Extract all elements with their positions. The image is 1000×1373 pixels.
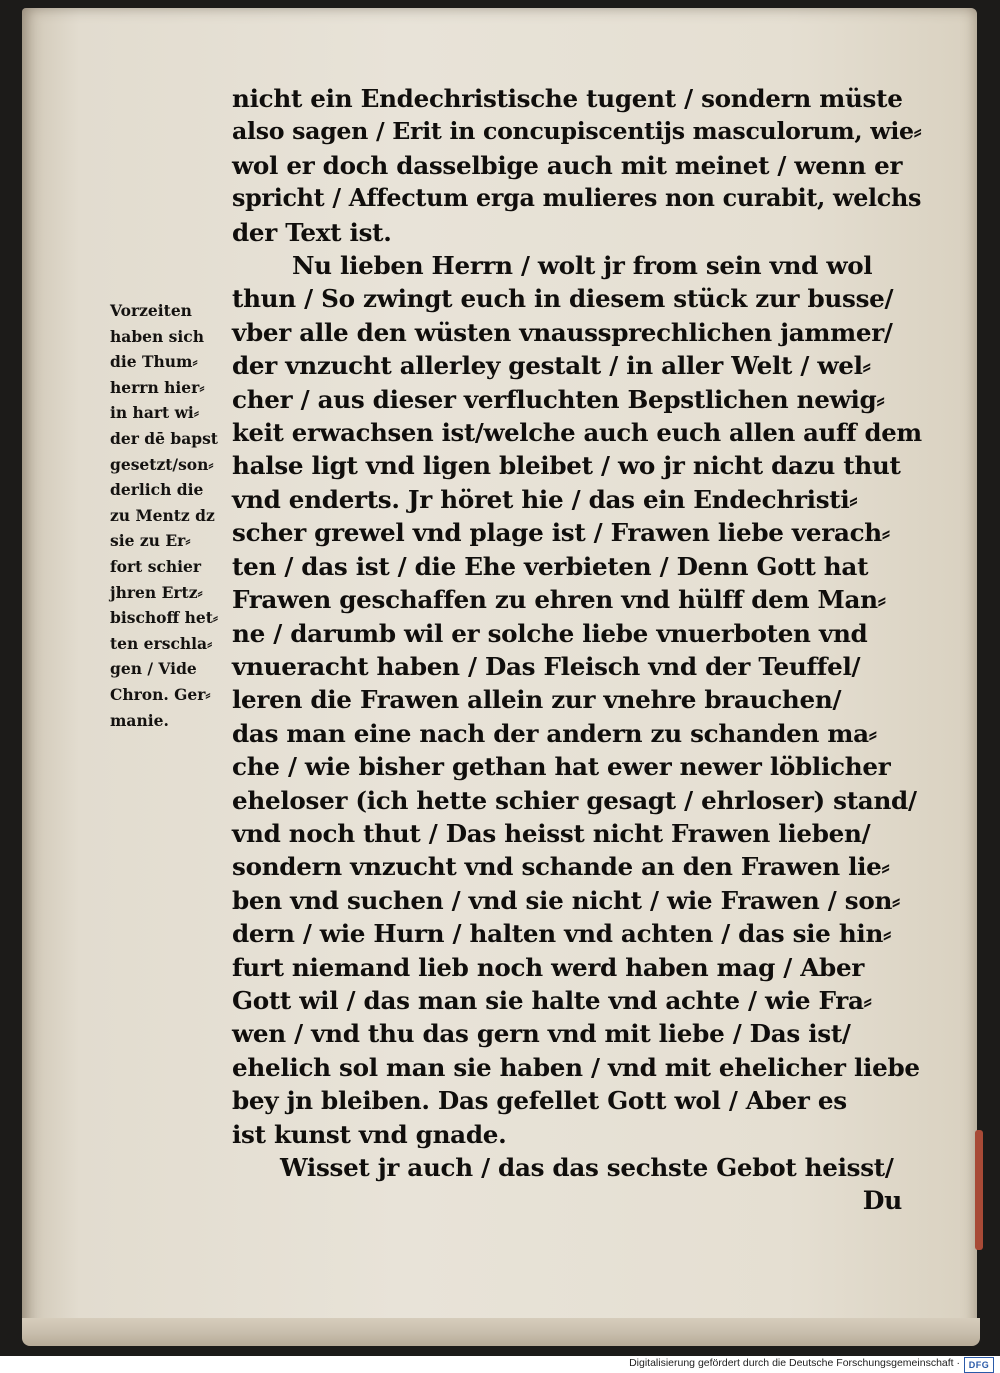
text-line: ehelich sol man sie haben / vnd mit ehelicher liebe [232, 1052, 920, 1082]
margin-note-line: gen / Vide [110, 659, 197, 679]
margin-note-line: derlich die [110, 480, 204, 500]
margin-note-line: gesetzt/son⸗ [110, 454, 214, 474]
margin-note-line: der dē bapst [110, 428, 218, 448]
page-bottom-edge [22, 1318, 980, 1346]
margin-note-line: in hart wi⸗ [110, 403, 199, 423]
text-line: Wisset jr auch / das das sechste Gebot heisst/ [280, 1153, 894, 1182]
text-line: spricht / Affectum erga mulieres non curabit, welchs [232, 184, 922, 213]
margin-note-line: manie. [110, 710, 169, 730]
margin-note-line: Chron. Ger⸗ [110, 684, 211, 704]
text-line: che / wie bisher gethan hat ewer newer löblicher [232, 752, 891, 782]
text-line: der vnzucht allerley gestalt / in aller Welt / wel⸗ [232, 351, 871, 381]
funding-note: Digitalisierung gefördert durch die Deutsche Forschungsgemeinschaft · [629, 1357, 960, 1369]
text-line: Nu lieben Herrn / wolt jr from sein vnd wol [292, 251, 873, 281]
margin-note-line: haben sich [110, 326, 204, 346]
text-line: scher grewel vnd plage ist / Frawen liebe verach⸗ [232, 518, 890, 548]
text-line: wol er doch dasselbige auch mit meinet / wenn er [232, 150, 903, 180]
margin-note-line: Vorzeiten [110, 301, 192, 320]
footer-bar [0, 1356, 1000, 1373]
text-line: bey jn bleiben. Das gefellet Gott wol / Aber es [232, 1086, 847, 1116]
margin-note [110, 298, 232, 733]
margin-note-line: ten erschla⸗ [110, 633, 213, 653]
text-line: furt niemand lieb noch werd haben mag / Aber [232, 952, 865, 982]
margin-note-line: die Thum⸗ [110, 352, 198, 372]
text-line: Frawen geschaffen zu ehren vnd hülff dem Man⸗ [232, 585, 886, 615]
text-line: leren die Frawen allein zur vnehre brauchen/ [232, 685, 842, 715]
text-line: wen / vnd thu das gern vnd mit liebe / Das ist/ [232, 1019, 851, 1049]
dfg-logo: DFG [964, 1357, 994, 1373]
text-line: nicht ein Endechristische tugent / sondern müste [232, 84, 903, 113]
red-bookmark-edge [975, 1130, 983, 1250]
text-line: eheloser (ich hette schier gesagt / ehrloser) stand/ [232, 785, 917, 815]
margin-note-line: fort schier [110, 556, 202, 576]
text-line: vnd noch thut / Das heisst nicht Frawen lieben/ [232, 818, 871, 848]
text-line: ben vnd suchen / vnd sie nicht / wie Frawen / son⸗ [232, 885, 900, 915]
text-line: Gott wil / das man sie halte vnd achte / wie Fra⸗ [232, 985, 872, 1015]
text-line: cher / aus dieser verfluchten Bepstlichen newig⸗ [232, 384, 885, 414]
margin-note-line: bischoff het⸗ [110, 608, 219, 628]
text-line: vber alle den wüsten vnaussprechlichen jammer/ [232, 317, 893, 347]
text-line: dern / wie Hurn / halten vnd achten / das sie hin⸗ [232, 919, 891, 949]
body-text [232, 82, 932, 1218]
text-line: keit erwachsen ist/welche auch euch allen auff dem [232, 418, 922, 448]
text-line: thun / So zwingt euch in diesem stück zur busse/ [232, 284, 894, 314]
text-line: der Text ist. [232, 217, 392, 247]
text-line: sondern vnzucht vnd schande an den Frawen lie⸗ [232, 852, 890, 882]
text-line: also sagen / Erit in concupiscentijs masculorum, wie⸗ [232, 117, 922, 146]
text-line: vnd enderts. Jr höret hie / das ein Endechristi⸗ [232, 484, 858, 514]
margin-note-line: zu Mentz dz [110, 505, 215, 525]
text-line: das man eine nach der andern zu schanden ma⸗ [232, 718, 877, 748]
text-line: ne / darumb wil er solche liebe vnuerboten vnd [232, 618, 868, 648]
margin-note-line: jhren Ertz⸗ [110, 582, 203, 602]
margin-note-line: sie zu Er⸗ [110, 531, 191, 551]
margin-note-line: herrn hier⸗ [110, 377, 205, 397]
text-line: ist kunst vnd gnade. [232, 1119, 507, 1149]
catchword: Du [862, 1186, 902, 1216]
text-line: vnueracht haben / Das Fleisch vnd der Teuffel/ [232, 651, 861, 681]
text-line: ten / das ist / die Ehe verbieten / Denn Gott hat [232, 551, 869, 581]
text-line: halse ligt vnd ligen bleibet / wo jr nicht dazu thut [232, 451, 901, 481]
